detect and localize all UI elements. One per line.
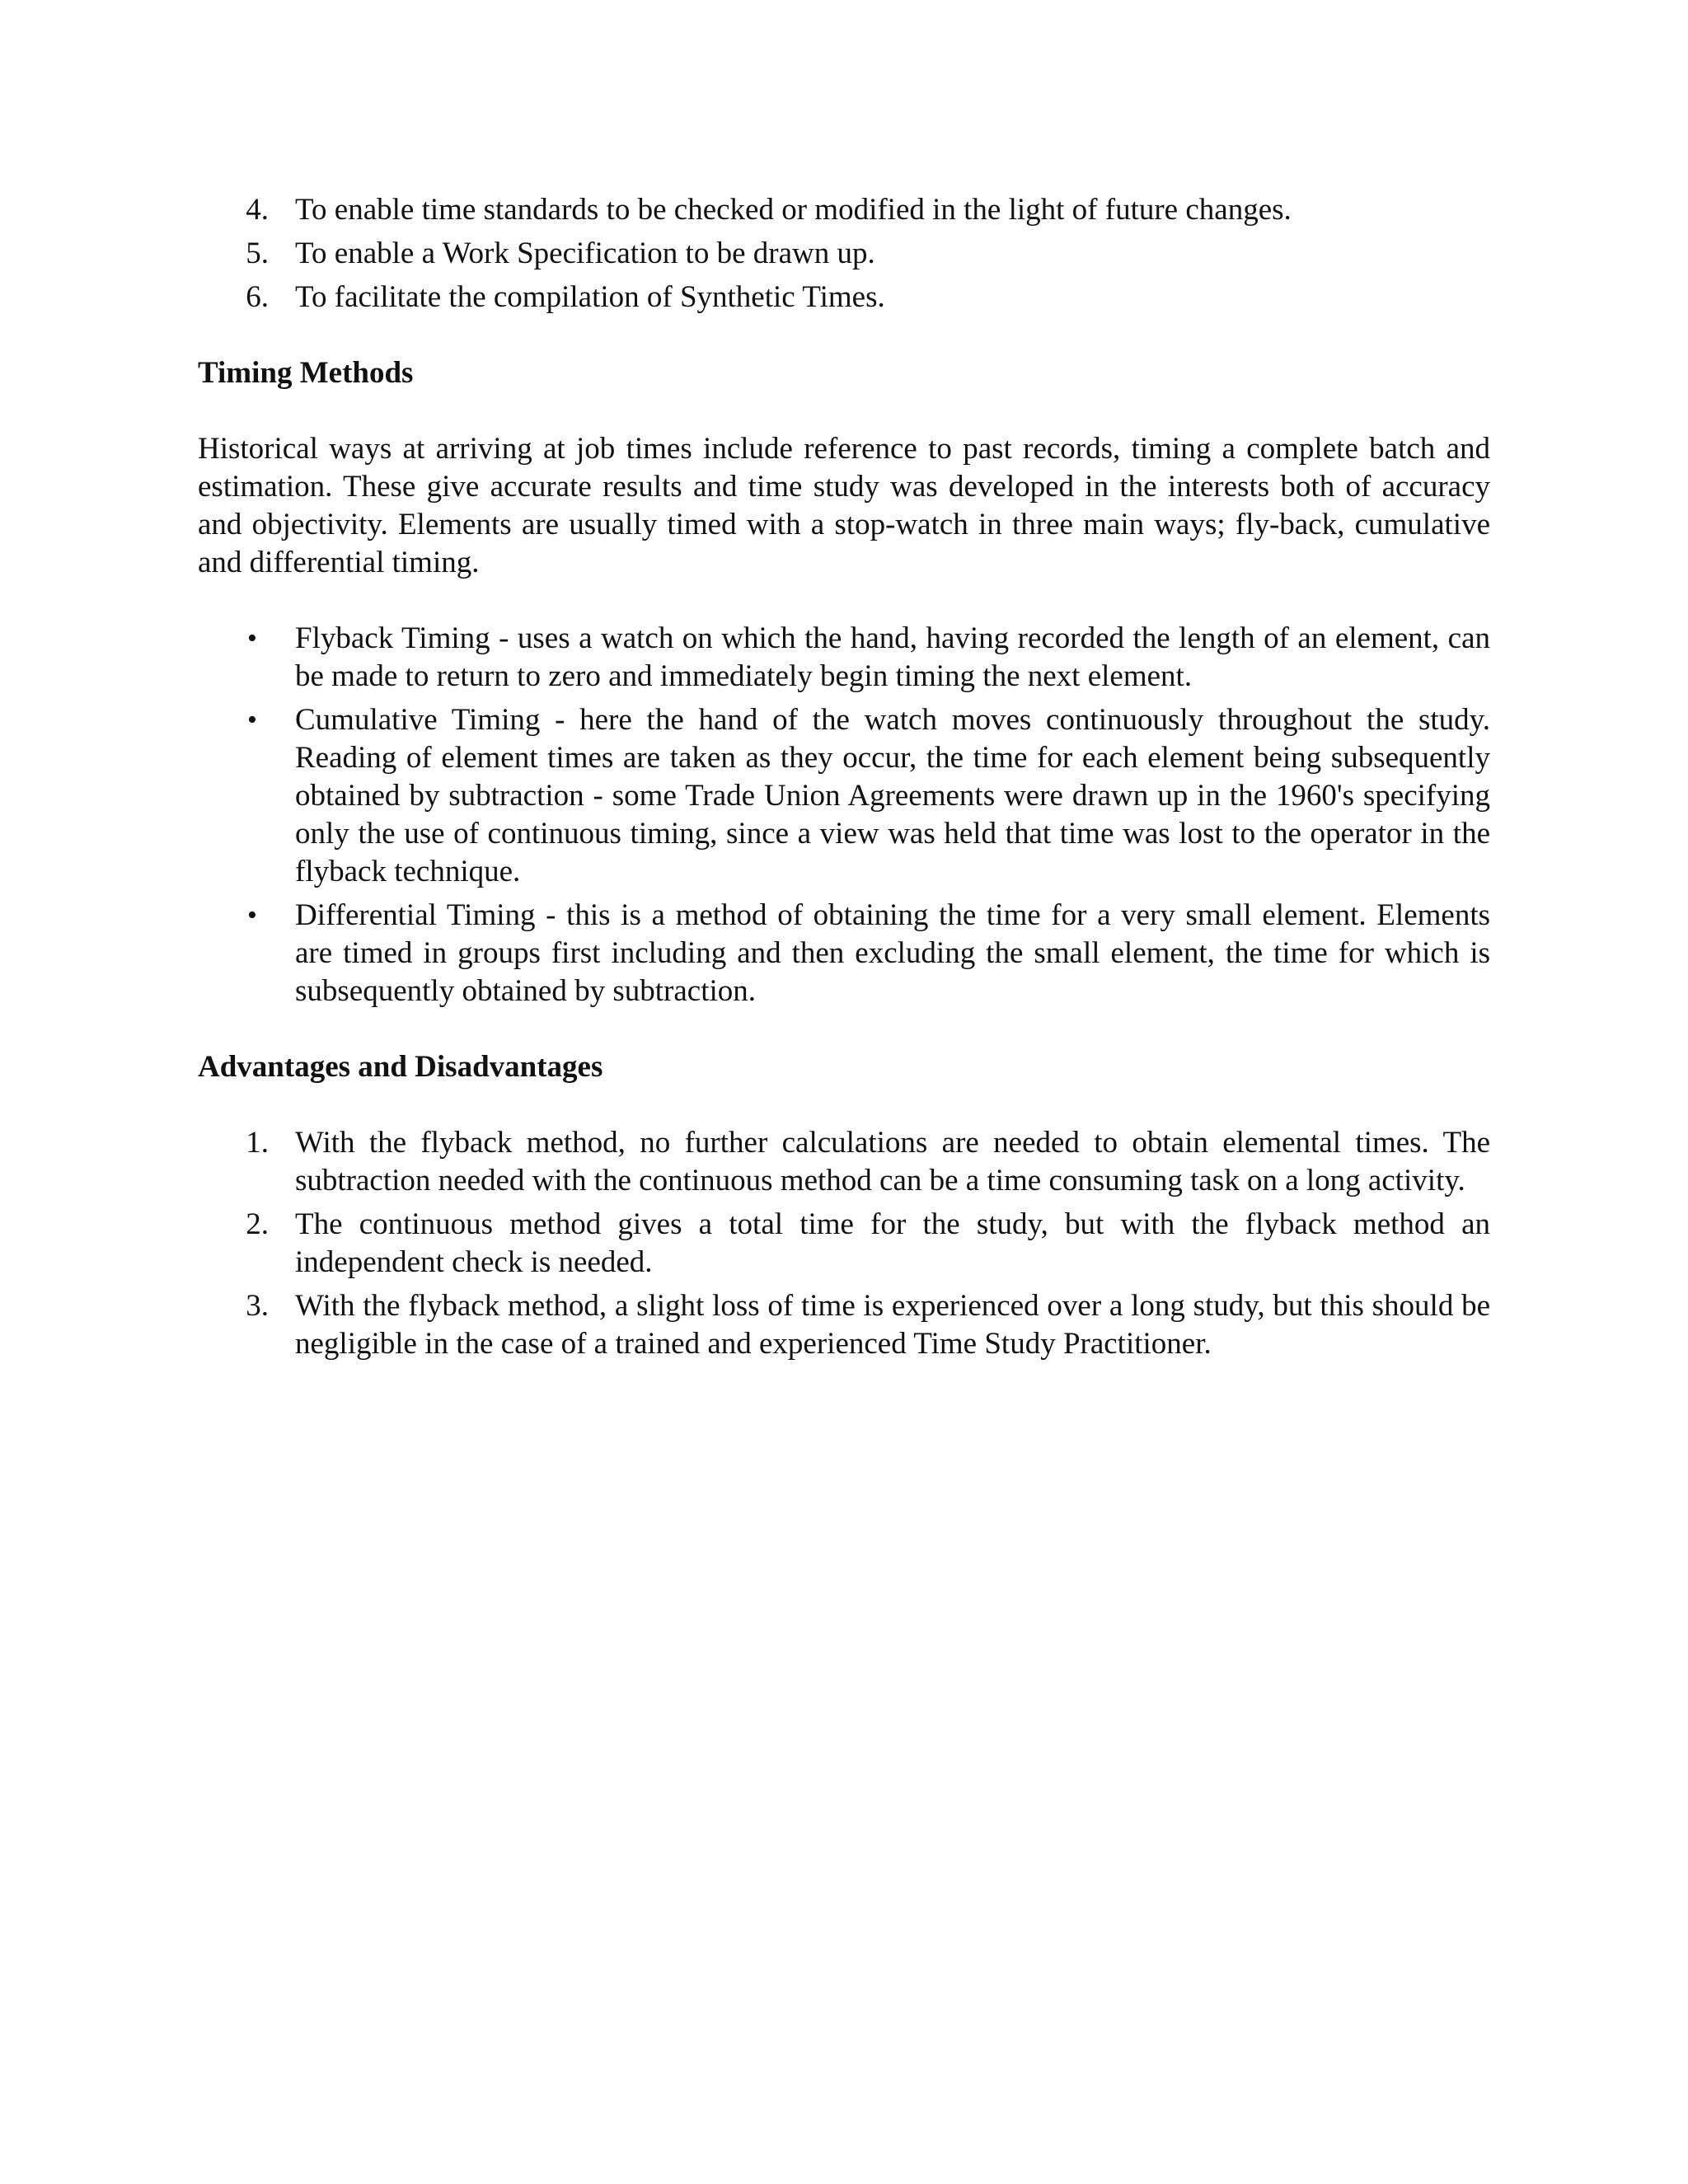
list-item bbox=[198, 1206, 1490, 1282]
list-number: 4. bbox=[246, 193, 269, 227]
list-item bbox=[198, 279, 1490, 316]
bullet-item-differential bbox=[198, 897, 1490, 1010]
list-item-text: To enable time standards to be checked or modified in the light of future changes. bbox=[295, 193, 1292, 227]
list-number: 2. bbox=[246, 1207, 269, 1241]
bullet-item-text: Flyback Timing - uses a watch on which the hand, having recorded the length of an element, can be made to return to zero and immediately begin timing the next element. bbox=[295, 621, 1490, 693]
list-item bbox=[198, 235, 1490, 273]
section-heading-advantages: Advantages and Disadvantages bbox=[198, 1050, 603, 1084]
timing-methods-bullet-list bbox=[198, 620, 1490, 1010]
bullet-icon: • bbox=[247, 705, 257, 735]
list-item bbox=[198, 1124, 1490, 1200]
bullet-item-flyback bbox=[198, 620, 1490, 696]
section-heading-timing-methods: Timing Methods bbox=[198, 356, 414, 390]
bullet-icon: • bbox=[247, 623, 257, 654]
bullet-item-cumulative bbox=[198, 701, 1490, 891]
list-item-text: To enable a Work Specification to be drawn up. bbox=[295, 237, 875, 270]
advantages-list bbox=[198, 1124, 1490, 1363]
bullet-icon: • bbox=[247, 900, 257, 930]
list-item bbox=[198, 1287, 1490, 1363]
list-number: 1. bbox=[246, 1126, 269, 1160]
document-page bbox=[198, 191, 1490, 1363]
list-number: 6. bbox=[246, 280, 269, 314]
list-item bbox=[198, 191, 1490, 229]
list-item-text: To facilitate the compilation of Synthetic Times. bbox=[295, 280, 885, 314]
objectives-list bbox=[198, 191, 1490, 316]
bullet-item-text: Differential Timing - this is a method of obtaining the time for a very small element. Elements are timed in groups first including and then excluding the small element, the time for which is subsequently obtained by subtraction. bbox=[295, 898, 1490, 1008]
list-item-text: The continuous method gives a total time for the study, but with the flyback method an independent check is needed. bbox=[295, 1207, 1490, 1279]
list-number: 5. bbox=[246, 237, 269, 270]
list-item-text: With the flyback method, a slight loss of time is experienced over a long study, but this should be negligible in the case of a trained and experienced Time Study Practitioner. bbox=[295, 1289, 1490, 1361]
timing-methods-paragraph: Historical ways at arriving at job times include reference to past records, timing a complete batch and estimation. These give accurate results and time study was developed in the interests both of accuracy and objectivity. Elements are usually timed with a stop-watch in three main ways; fly-back, cumulative and differential timing. bbox=[198, 432, 1490, 579]
list-number: 3. bbox=[246, 1289, 269, 1323]
bullet-item-text: Cumulative Timing - here the hand of the watch moves continuously throughout the study. Reading of element times are taken as they occur, the time for each element being subsequently obtained by subtraction - some Trade Union Agreements were drawn up in the 1960's specifying only the use of continuous timing, since a view was held that time was lost to the operator in the flyback technique. bbox=[295, 703, 1490, 888]
list-item-text: With the flyback method, no further calculations are needed to obtain elemental times. The subtraction needed with the continuous method can be a time consuming task on a long activity. bbox=[295, 1126, 1490, 1197]
